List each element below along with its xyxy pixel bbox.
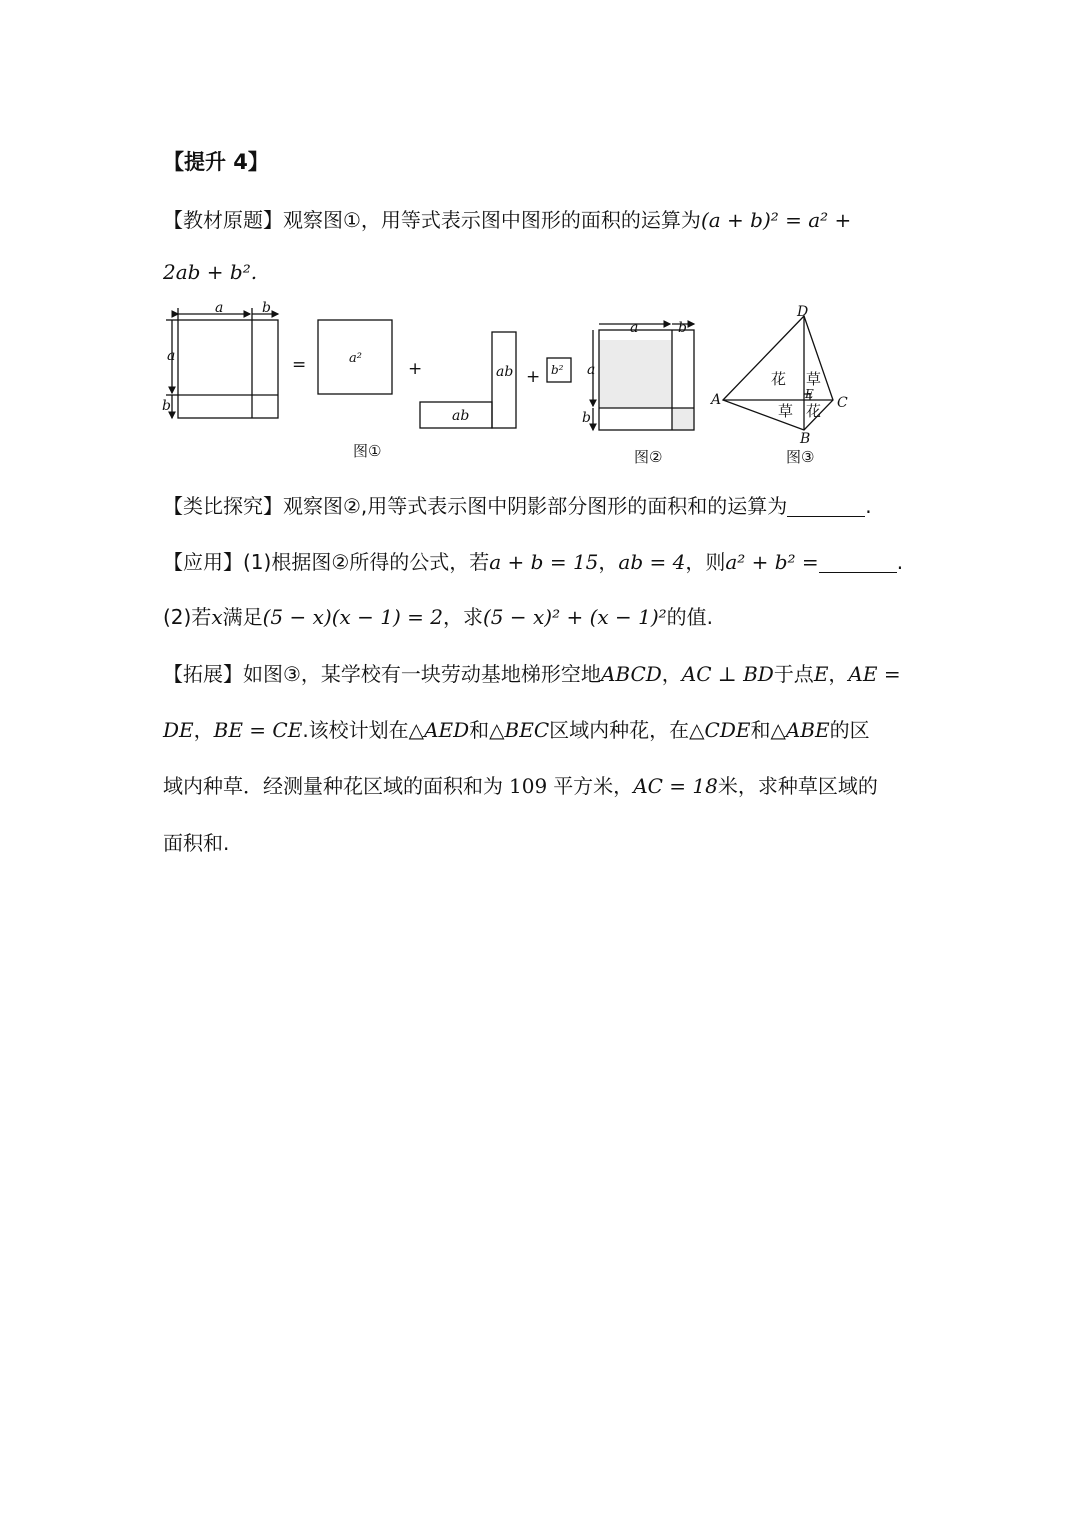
application-line1: [163, 546, 903, 575]
answer-blank-2[interactable]: [819, 552, 897, 573]
formula-line1: (a + b)² = a² +: [700, 208, 852, 232]
fig2-label-a-left: a: [587, 362, 596, 378]
point-D: D: [797, 304, 809, 320]
fig1-square: [166, 308, 278, 418]
ext-l1-f3: E: [813, 662, 829, 686]
app2-formula-2: (5 − x)² + (x − 1)²: [483, 605, 667, 629]
figures-panel: [160, 300, 860, 470]
section-heading: 【提升 4】: [163, 150, 269, 174]
fig2-caption: 图②: [634, 448, 663, 466]
app1-text-a: (1)根据图②所得的公式，若: [243, 550, 490, 574]
label-a-squared: a²: [349, 351, 362, 366]
application-line2: [163, 601, 713, 630]
point-A: A: [711, 392, 722, 408]
textbook-tag: 【教材原题】: [163, 208, 283, 232]
label-b-squared: b²: [551, 363, 564, 377]
textbook-text: 观察图①，用等式表示图中图形的面积的运算为: [283, 208, 701, 232]
point-C: C: [837, 395, 848, 411]
analogy-tag: 【类比探究】: [163, 494, 283, 518]
fig1-label-b-top: b: [262, 300, 271, 316]
fig2-square: [593, 324, 694, 430]
ext-l2-f6: ABE: [785, 718, 830, 742]
app1-formula-2: ab = 4: [618, 550, 686, 574]
app1-formula-3: a² + b² =: [725, 550, 819, 574]
ext-l2-f2: BE = CE: [213, 718, 303, 742]
app2-text-a: (2)若: [163, 605, 212, 629]
fig1-caption: 图①: [353, 442, 382, 460]
app2-text-b: 满足: [222, 605, 263, 629]
textbook-problem-line1: [163, 204, 851, 233]
ext-l1-f4: AE =: [848, 662, 901, 686]
ext-l1-f2: AC ⊥ BD: [681, 662, 774, 686]
ext-l1-d: ，: [828, 662, 849, 686]
plus-sign-2: +: [526, 367, 541, 387]
answer-blank-1[interactable]: [787, 496, 865, 517]
extension-line3: [163, 770, 878, 799]
ext-l3-b: 平方米，: [553, 774, 634, 798]
ext-l1-f1: ABCD: [600, 662, 662, 686]
extension-line2: [163, 714, 870, 743]
ext-l1-c: 于点: [773, 662, 814, 686]
ext-l2-b: .该校计划在△: [302, 718, 425, 742]
point-E: E: [805, 387, 814, 401]
fig3-grass-1: 草: [806, 370, 822, 388]
extension-line4: [163, 827, 229, 856]
ext-l3-formula: AC = 18: [633, 774, 718, 798]
plus-sign-1: +: [408, 359, 423, 379]
fig2-label-a: a: [630, 320, 639, 336]
analogy-text: 观察图②,用等式表示图中阴影部分图形的面积和的运算为: [283, 494, 788, 518]
analogy-line: [163, 490, 872, 519]
application-tag: 【应用】: [163, 550, 243, 574]
label-ab-horizontal: ab: [452, 408, 470, 424]
ext-l2-f1: DE: [163, 718, 194, 742]
app1-text-b: ，则: [685, 550, 726, 574]
ext-l4: 面积和.: [163, 831, 230, 855]
extension-line1: [163, 658, 901, 687]
fig1-label-a: a: [215, 300, 224, 316]
ab-vertical-rect: [492, 332, 516, 428]
ext-l2-f3: AED: [424, 718, 470, 742]
ext-l2-c: 和△: [469, 718, 505, 742]
fig3-caption: 图③: [786, 448, 815, 466]
ext-l2-f5: CDE: [704, 718, 751, 742]
app2-text-d: 的值.: [666, 605, 714, 629]
app1-sep: ，: [598, 550, 619, 574]
formula-line2: 2ab + b².: [163, 260, 258, 284]
fig3-flower-2: 花: [806, 402, 822, 420]
app2-text-c: ，求: [443, 605, 483, 629]
fig2-label-b-left: b: [582, 410, 591, 426]
ext-l3-c: 米，求种草区域的: [717, 774, 878, 798]
extension-tag: 【拓展】: [163, 662, 243, 686]
ext-l2-e: 和△: [750, 718, 786, 742]
fig1-label-a-left: a: [167, 348, 176, 364]
app2-formula-1: (5 − x)(x − 1) = 2: [262, 605, 443, 629]
app1-end: .: [896, 550, 904, 574]
app1-formula-1: a + b = 15: [489, 550, 599, 574]
ext-l2-a: ，: [193, 718, 214, 742]
textbook-problem-line2: [163, 260, 257, 284]
ext-l3-a: 域内种草．经测量种花区域的面积和为: [163, 774, 503, 798]
app2-x: x: [211, 605, 223, 629]
fig3-flower-1: 花: [771, 370, 787, 388]
fig1-label-b-left: b: [162, 398, 171, 414]
equals-sign: =: [292, 355, 307, 375]
fig3-grass-2: 草: [778, 402, 794, 420]
ext-l3-number: 109: [509, 774, 548, 798]
ext-l1-b: ，: [661, 662, 682, 686]
ext-l1-a: 如图③，某学校有一块劳动基地梯形空地: [243, 662, 601, 686]
fig2-label-b-top: b: [678, 320, 687, 336]
ext-l2-f4: BEC: [504, 718, 550, 742]
ext-l2-g: 的区: [829, 718, 870, 742]
ext-l2-d: 区域内种花，在△: [549, 718, 705, 742]
label-ab-vertical: ab: [496, 364, 514, 380]
point-B: B: [800, 431, 811, 447]
analogy-end: .: [865, 494, 872, 518]
